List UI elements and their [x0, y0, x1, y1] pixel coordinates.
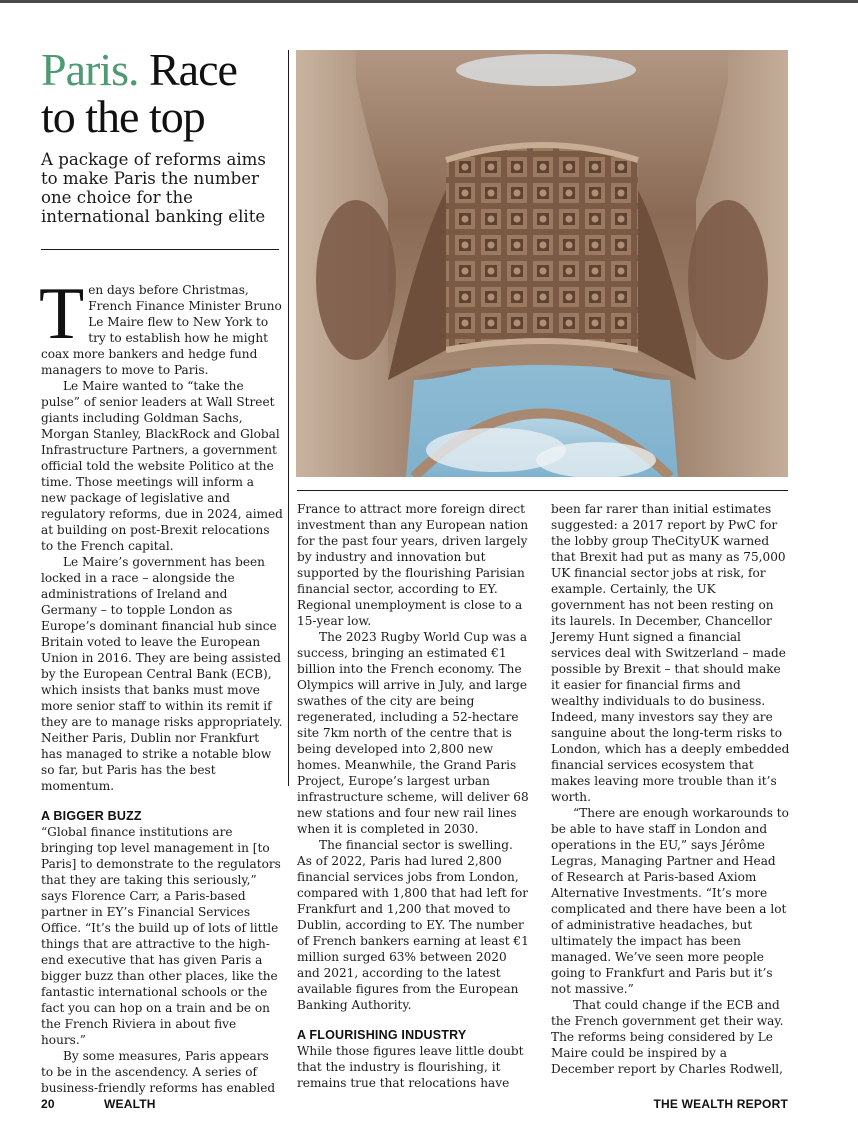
article-column-2 — [297, 501, 529, 1091]
lead-text: en days before Christmas, French Finance Minister Bruno Le Maire flew to New York to try to establish how he might coax more bankers and hedge fund managers to move to Paris. — [41, 283, 282, 377]
standfirst: A package of reforms aims to make Paris the number one choice for the international banking elite — [41, 150, 266, 226]
paragraph: “There are enough workarounds to be able to have staff in London and operations in the EU,” says Jérôme Legras, Managing Partner and Head of Research at Paris-based Axiom Alternative Investments. “It’s more complicated and there have been a lot of administrative headaches, but ultimately the impact has been managed. We’ve seen more people going to Frankfurt and Paris but it’s not massive.” — [551, 806, 789, 996]
paragraph: While those figures leave little doubt that the industry is flourishing, it remains true that relocations have — [297, 1044, 524, 1090]
paragraph: The 2023 Rugby World Cup was a success, bringing an estimated €1 billion into the French economy. The Olympics will arrive in July, and large swathes of the city are being regenerated, including a 52-hectare site 7km north of the centre that is being developed into 2,800 new homes. Meanwhile, the Grand Paris Project, Europe’s largest urban infrastructure scheme, will deliver 68 new stations and four new rail lines when it is completed in 2030. — [297, 630, 529, 836]
divider-right — [297, 490, 788, 491]
paragraph: “Global finance institutions are bringing top level management in [to Paris] to demonstrate to the regulators that they are taking this seriously,” says Florence Carr, a Paris-based partner in EY’s Financial Services Office. “It’s the build up of lots of little things that are attractive to the high-end executive that has given Paris a bigger buzz than other places, like the fantastic international schools or the fact you can hop on a train and be on the French Riviera in about five hours.” — [41, 825, 281, 1047]
paragraph: By some measures, Paris appears to be in the ascendency. A series of business-friendly reforms has enabled — [41, 1049, 276, 1095]
paragraph: France to attract more foreign direct investment than any European nation for the past four years, driven largely by industry and innovation but supported by the flourishing Parisian financial sector, according to EY. Regional unemployment is close to a 15-year low. — [297, 502, 529, 628]
title-rest: Race to the top — [41, 44, 237, 142]
top-rule — [0, 0, 858, 3]
section-label: WEALTH — [104, 1097, 156, 1111]
subheading: A FLOURISHING INDUSTRY — [297, 1028, 467, 1042]
subheading: A BIGGER BUZZ — [41, 809, 142, 823]
drop-cap: T — [39, 273, 85, 355]
paragraph: Le Maire wanted to “take the pulse” of senior leaders at Wall Street giants including Goldman Sachs, Morgan Stanley, BlackRock and Global Infrastructure Partners, a government official told the website Politico at the time. Those meetings will inform a new package of legislative and regulatory reforms, due in 2024, aimed at building on post-Brexit relocations to the French capital. — [41, 379, 283, 553]
lead-paragraph — [39, 273, 283, 378]
divider-left — [41, 249, 279, 250]
arc-de-triomphe-photo — [296, 50, 788, 477]
publication-name: THE WEALTH REPORT — [653, 1097, 788, 1111]
title-accent: Paris. — [41, 44, 139, 95]
page-title — [41, 46, 281, 140]
page-number: 20 — [41, 1097, 55, 1111]
paragraph: Le Maire’s government has been locked in a race – alongside the administrations of Ireland and Germany – to topple London as Europe’s dominant financial hub since Britain voted to leave the European Union in 2016. They are being assisted by the European Central Bank (ECB), which insists that banks must move more senior staff to within its remit if they are to manage risks appropriately. Neither Paris, Dublin nor Frankfurt has managed to strike a notable blow so far, but Paris has the best momentum. — [41, 555, 283, 793]
paragraph: The financial sector is swelling. As of 2022, Paris had lured 2,800 financial services jobs from London, compared with 1,800 that had left for Frankfurt and 1,200 that moved to Dublin, according to EY. The number of French bankers earning at least €1 million surged 63% between 2020 and 2021, according to the latest available figures from the European Banking Authority. — [297, 838, 529, 1012]
article-column-3 — [551, 501, 791, 1077]
photo-illustration — [296, 50, 788, 477]
article-column-1 — [39, 273, 283, 1096]
paragraph: That could change if the ECB and the French government get their way. The reforms being considered by Le Maire could be inspired by a December report by Charles Rodwell, — [551, 998, 784, 1076]
divider-vertical — [288, 50, 289, 786]
paragraph: been far rarer than initial estimates suggested: a 2017 report by PwC for the lobby group TheCityUK warned that Brexit had put as many as 75,000 UK financial sector jobs at risk, for example. Certainly, the UK government has not been resting on its laurels. In December, Chancellor Jeremy Hunt signed a financial services deal with Switzerland – made possible by Brexit – that should make it easier for financial firms and wealthy individuals to do business. Indeed, many investors say they are sanguine about the long-term risks to London, which has a deeply embedded financial services ecosystem that makes leaving more trouble than it’s worth. — [551, 502, 790, 804]
